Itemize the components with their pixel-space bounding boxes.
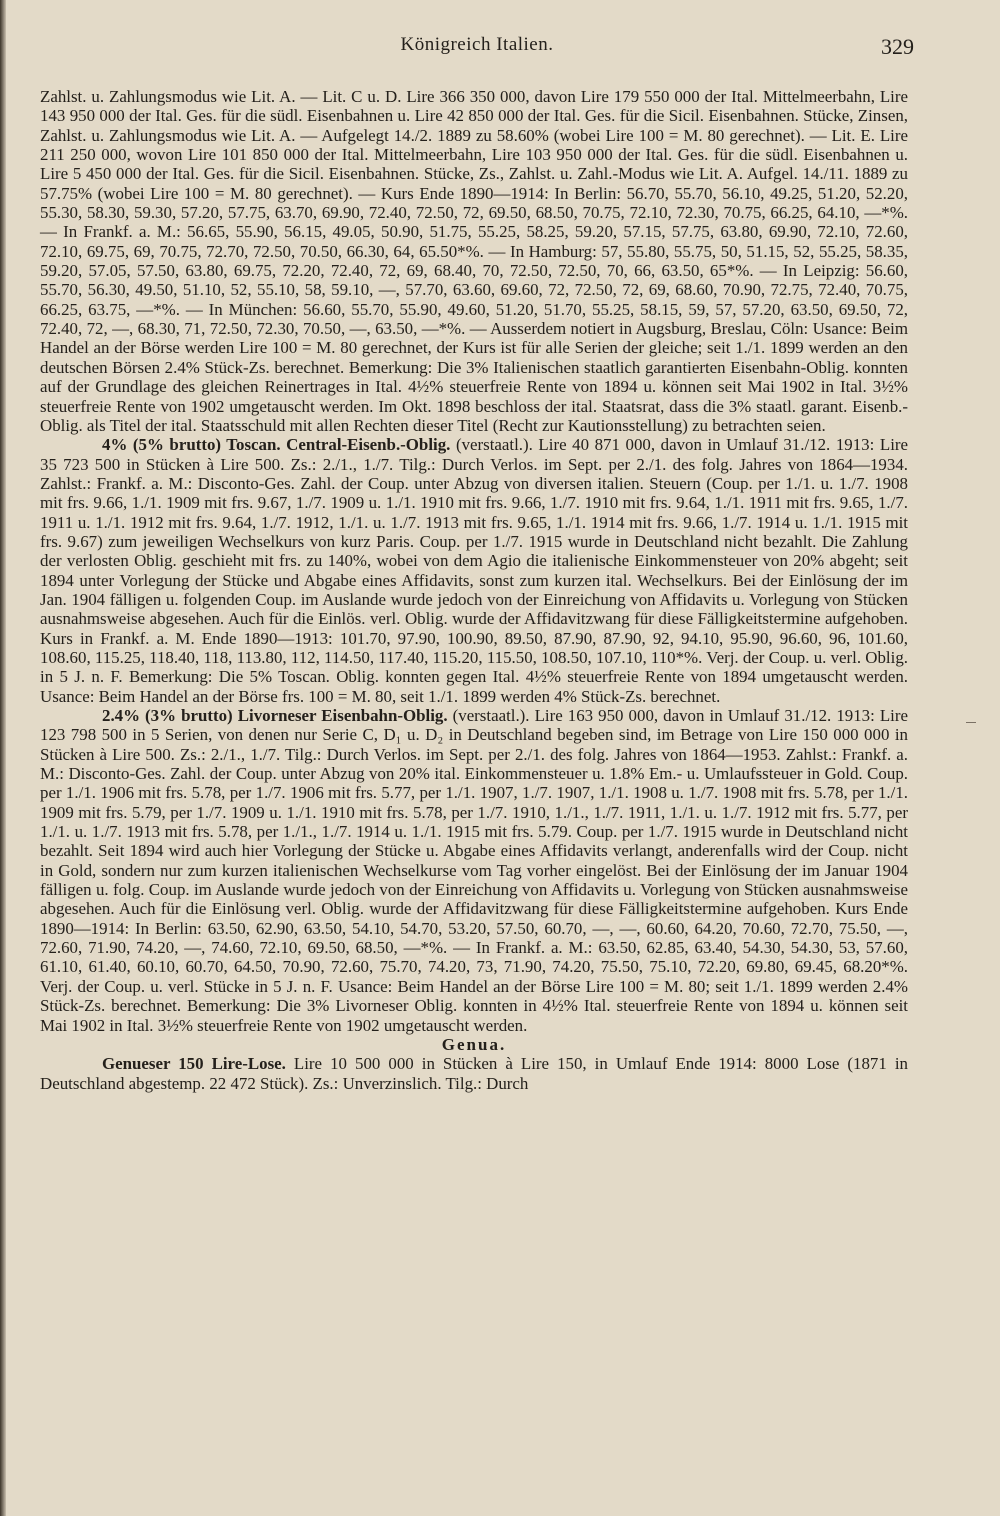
entry-heading: 4% (5% brutto) Toscan. Central-Eisenb.-Oblig.	[102, 435, 451, 455]
page-binding-edge	[0, 0, 6, 1516]
paragraph-genueser-lose	[40, 1054, 908, 1093]
margin-mark	[966, 722, 976, 723]
paragraph-livorneser-oblig	[40, 706, 908, 1035]
section-heading-genua: Genua.	[441, 1034, 507, 1054]
paragraph-text: (verstaatl.). Lire 40 871 000, davon in Umlauf 31./12. 1913: Lire 35 723 500 in Stücken à Lire 500. Zs.: 2./1., 1./7. Tilg.: Durch Verlos. im Sept. per 2./1. des folg. Jahres von 1864—1934. Zahlst.: Frankf. a. M.: Disconto-Ges. Zahl. der Coup. unter Abzug von diversen italien. Steuern (Coup. per 1./1. u. 1./7. 1908 mit frs. 9.66, 1./1. 1909 mit frs. 9.67, 1./7. 1909 u. 1./1. 1910 mit frs. 9.66, 1./7. 1910 mit frs. 9.64, 1./1. 1911 mit frs. 9.65, 1./7. 1911 u. 1./1. 1912 mit frs. 9.64, 1./7. 1912, 1./1. u. 1./7. 1913 mit frs. 9.65, 1./1. 1914 mit frs. 9.66, 1./7. 1914 u. 1./1. 1915 mit frs. 9.67) zum jeweiligen Wechselkurs von kurz Paris. Coup. per 1./7. 1915 wurde in Deutschland nicht bezahlt. Die Zahlung der verlosten Oblig. geschieht mit frs. zu 140%, wobei von dem Agio die italienische Einkommensteuer von 20% abgeht; seit 1894 unter Vorlegung der Stücke und Abgabe eines Affidavits, sonst zum kurzen ital. Wechselkurs. Bei der Einlösung der im Jan. 1904 fälligen u. folgenden Coup. im Auslande wurde jedoch von der Einreichung von Affidavits u. Vorlegung von Stücken ausnahmsweise abgesehen. Auch für die Einlös. verl. Oblig. wurde der Affidavitzwang für diese Fälligkeitstermine aufgehoben. Kurs in Frankf. a. M. Ende 1890—1913: 101.70, 97.90, 100.90, 89.50, 87.90, 87.90, 92, 94.10, 95.90, 96.60, 96, 101.60, 108.60, 115.25, 118.40, 118, 113.80, 112, 114.50, 117.40, 115.20, 115.50, 108.50, 107.10, 110*%. Verj. der Coup. u. verl. Oblig. in 5 J. n. F. Bemerkung: Die 5% Toscan. Oblig. konnten gegen Ital. 4½% steuerfreie Rente von 1894 umgetauscht werden. Usance: Beim Handel an der Börse frs. 100 = M. 80, seit 1./1. 1899 werden 4% Stück-Zs. berechnet.	[40, 435, 909, 706]
paragraph-toscan-oblig	[40, 435, 908, 706]
paragraph-lit-e	[40, 87, 908, 435]
running-title: Königreich Italien.	[400, 34, 554, 55]
entry-heading: Genueser 150 Lire-Lose.	[102, 1054, 286, 1074]
running-header	[40, 34, 914, 62]
page-number: 329	[881, 34, 914, 59]
paragraph-text: (verstaatl.). Lire 163 950 000, davon in Umlauf 31./12. 1913: Lire 123 798 500 in 5 Serien, von denen nur Serie C, D₁ u. D₂ in Deutschland begeben sind, im Betrage von Lire 150 000 000 in Stücken à Lire 500. Zs.: 2./1., 1./7. Tilg.: Durch Verlos. im Sept. per 2./1. des folg. Jahres von 1864—1953. Zahlst.: Frankf. a. M.: Disconto-Ges. Zahl. der Coup. unter Abzug von 20% ital. Einkommensteuer u. 1.8% Em.- u. Umlaufssteuer in Gold. Coup. per 1./1. 1906 mit frs. 5.78, per 1./7. 1906 mit frs. 5.77, per 1./1. 1907, 1./7. 1907, 1./1. 1908 u. 1./7. 1908 mit frs. 5.78, per 1./1. 1909 mit frs. 5.79, per 1./7. 1909 u. 1./1. 1910 mit frs. 5.78, per 1./7. 1910, 1./1., 1./7. 1911, 1./1. u. 1./7. 1912 mit frs. 5.77, per 1./1. u. 1./7. 1913 mit frs. 5.78, per 1./1., 1./7. 1914 u. 1./1. 1915 mit frs. 5.79. Coup. per 1./7. 1915 wurde in Deutschland nicht bezahlt. Seit 1894 wird auch hier Vorlegung der Stücke u. Abgabe eines Affidavits verlangt, anderenfalls wird der Coup. nicht in Gold, sondern nur zum kurzen italienischen Wechselkurse vom Tag vorher eingelöst. Bei der Einlösung der im Januar 1904 fälligen u. folg. Coup. im Auslande wurde jedoch von der Einreichung von Affidavits u. Vorlegung von Stücken ausnahmsweise abgesehen. Auch für die Einlösung verl. Oblig. wurde der Affidavitzwang für diese Fälligkeitstermine aufgehoben. Kurs Ende 1890—1914: In Berlin: 63.50, 62.90, 63.50, 54.10, 54.70, 53.20, 57.50, 60.70, —, —, 60.60, 64.20, 70.60, 72.70, 75.50, —, 72.60, 71.90, 74.20, —, 74.60, 72.10, 69.50, 68.50, —*%. — In Frankf. a. M.: 63.50, 62.85, 63.40, 54.30, 54.30, 53, 57.60, 61.10, 61.40, 60.10, 60.70, 64.50, 70.90, 72.60, 75.70, 74.20, 73, 71.90, 74.20, 75.50, 75.10, 72.20, 69.80, 69.45, 68.20*%. Verj. der Coup. u. verl. Stücke in 5 J. n. F. Usance: Beim Handel an der Börse Lire 100 = M. 80; seit 1./1. 1899 werden 2.4% Stück-Zs. berechnet. Bemerkung: Die 3% Livorneser Oblig. konnten in 4½% Ital. steuerfreie Rente von 1894 u. können seit Mai 1902 in Ital. 3½% steuerfreie Rente von 1902 umgetauscht werden.	[40, 706, 908, 1035]
entry-heading: 2.4% (3% brutto) Livorneser Eisenbahn-Oblig.	[102, 706, 448, 725]
paragraph-text: Lire 10 500 000 in Stücken à Lire 150, in Umlauf Ende 1914: 8000 Lose (1871 in Deutschland abgestemp. 22 472 Stück). Zs.: Unverzinslich. Tilg.: Durch	[40, 1054, 908, 1093]
paragraph-text: Zahlst. u. Zahlungsmodus wie Lit. A. — Lit. C u. D. Lire 366 350 000, davon Lire 179 550 000 der Ital. Mittelmeerbahn, Lire 143 950 000 der Ital. Ges. für die südl. Eisenbahnen u. Lire 42 850 000 der Ital. Ges. für die Sicil. Eisenbahnen. Stücke, Zinsen, Zahlst. u. Zahlungsmodus wie Lit. A. — Aufgelegt 14./2. 1889 zu 58.60% (wobei Lire 100 = M. 80 gerechnet). — Lit. E. Lire 211 250 000, wovon Lire 101 850 000 der Ital. Mittelmeerbahn, Lire 103 950 000 der Ital. Ges. für die südl. Eisenbahnen u. Lire 5 450 000 der Ital. Ges. für die Sicil. Eisenbahnen. Stücke, Zs., Zahlst. u. Zahl.-Modus wie Lit. A. Aufgel. 14./11. 1889 zu 57.75% (wobei Lire 100 = M. 80 gerechnet). — Kurs Ende 1890—1914: In Berlin: 56.70, 55.70, 56.10, 49.25, 51.20, 52.20, 55.30, 58.30, 59.30, 57.20, 57.75, 63.70, 69.90, 72.40, 72.50, 72, 69.50, 68.50, 70.75, 72.10, 72.30, 70.75, 66.25, 64.10, —*%. — In Frankf. a. M.: 56.65, 55.90, 56.15, 49.05, 50.90, 51.75, 55.25, 58.25, 59.20, 57.15, 57.75, 63.80, 69.90, 72.10, 72.60, 72.10, 69.75, 69, 70.75, 72.70, 72.50, 70.50, 66.30, 64, 65.50*%. — In Hamburg: 57, 55.80, 55.75, 50, 51.15, 52, 55.25, 58.35, 59.20, 57.05, 57.50, 63.80, 69.75, 72.20, 72.40, 72, 69, 68.40, 70, 72.50, 72.50, 70, 66, 63.50, 65*%. — In Leipzig: 56.60, 55.70, 56.30, 49.50, 51.10, 52, 55.10, 58, 59.10, —, 57.70, 63.60, 69.60, 72, 72.50, 72, 69, 68.60, 70.90, 72.75, 72.40, 70.75, 66.25, 63.75, —*%. — In München: 56.60, 55.70, 55.90, 49.60, 51.20, 51.70, 55.25, 58.15, 59, 57, 57.20, 63.50, 69.50, 72, 72.40, 72, —, 68.30, 71, 72.50, 72.30, 70.50, —, 63.50, —*%. — Ausserdem notiert in Augsburg, Breslau, Cöln: Usance: Beim Handel an der Börse werden Lire 100 = M. 80 gerechnet, der Kurs ist für alle Serien der gleiche; seit 1./1. 1899 werden an den deutschen Börsen 2.4% Stück-Zs. berechnet. Bemerkung: Die 3% Italienischen staatlich garantierten Eisenbahn-Oblig. konnten auf der Grundlage des gleichen Reinertrages in Ital. 4½% steuerfreie Rente von 1894 u. können seit Mai 1902 in Ital. 3½% steuerfreie Rente von 1902 umgetauscht werden. Im Okt. 1898 beschloss der ital. Staatsrat, dass die 3% staatl. garant. Eisenb.-Oblig. als Titel der ital. Staatsschuld mit allen Rechten dieser Titel (Recht zur Kautionsstellung) zu betrachten seien.	[40, 87, 908, 435]
body-text	[40, 87, 908, 1093]
